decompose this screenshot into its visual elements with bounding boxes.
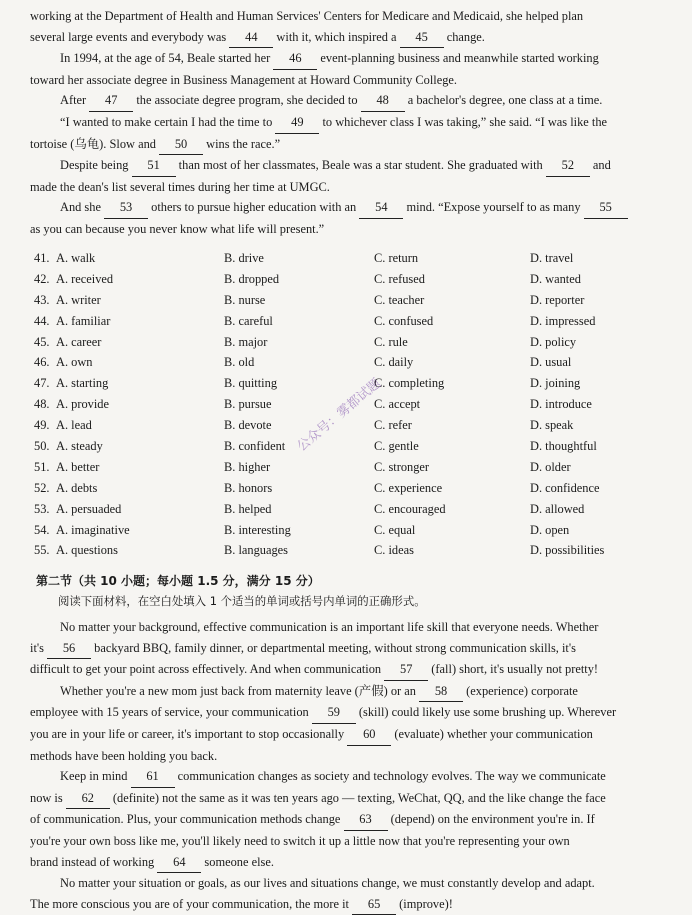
option-row xyxy=(34,523,684,544)
text-segment: communication changes as society and technology evolves. The way we communicate xyxy=(174,769,606,784)
answer-blank: 59 xyxy=(312,702,356,724)
section-heading: 第二节（共 10 小题；每小题 1.5 分，满分 15 分） xyxy=(36,574,320,588)
option-d: D. confidence xyxy=(530,480,600,495)
option-d: D. usual xyxy=(530,355,572,370)
text-segment: the associate degree program, she decided to xyxy=(133,93,361,108)
option-d: D. joining xyxy=(530,376,581,391)
option-b: B. devote xyxy=(224,418,272,433)
watermark-stamp: 公众号：雾都试题 xyxy=(294,376,384,455)
passage-line xyxy=(30,219,680,240)
text-segment: made the dean's list several times during her time at UMGC. xyxy=(30,179,330,194)
answer-blank: 52 xyxy=(546,155,590,177)
option-a: A. received xyxy=(56,271,114,286)
text-segment: with it, which inspired a xyxy=(273,29,400,44)
passage-line xyxy=(30,809,680,831)
answer-blank: 63 xyxy=(344,809,388,831)
option-d: D. thoughtful xyxy=(530,439,597,454)
option-row xyxy=(34,502,684,523)
option-a: A. career xyxy=(56,334,102,349)
passage-line xyxy=(30,831,680,852)
question-number: 47. xyxy=(34,376,50,391)
passage-line xyxy=(30,894,680,915)
text-segment: several large events and everybody was xyxy=(30,29,230,44)
option-c: C. rule xyxy=(374,334,408,349)
answer-blank: 51 xyxy=(132,155,176,177)
text-segment: of communication. Plus, your communication methods change xyxy=(30,812,344,827)
text-segment: Whether you're a new mom just back from maternity leave (产假) or an xyxy=(60,683,420,698)
text-segment: No matter your situation or goals, as our lives and situations change, we must constantly develop and adapt. xyxy=(60,876,595,891)
passage-line xyxy=(30,177,680,198)
question-number: 52. xyxy=(34,480,50,495)
option-d: D. possibilities xyxy=(530,543,605,558)
question-number: 46. xyxy=(34,355,50,370)
option-row xyxy=(34,481,684,502)
option-d: D. speak xyxy=(530,418,574,433)
question-number: 41. xyxy=(34,251,50,265)
option-row xyxy=(34,335,684,356)
option-a: A. lead xyxy=(56,418,92,433)
option-a: A. imaginative xyxy=(56,522,130,537)
passage-line xyxy=(30,788,680,810)
answer-blank: 45 xyxy=(400,27,444,49)
option-c: C. confused xyxy=(374,313,434,328)
answer-blank: 54 xyxy=(359,197,403,219)
question-number: 48. xyxy=(34,397,50,412)
text-segment: as you can because you never know what life will present.” xyxy=(30,221,325,236)
option-a: A. steady xyxy=(56,439,103,454)
option-row xyxy=(34,543,684,564)
text-segment: Keep in mind xyxy=(60,769,131,784)
passage-line xyxy=(30,70,680,91)
question-number: 43. xyxy=(34,292,50,307)
option-a: A. persuaded xyxy=(56,501,122,516)
answer-blank: 61 xyxy=(131,766,175,788)
question-number: 50. xyxy=(34,439,50,454)
option-d: D. older xyxy=(530,459,571,474)
passage-line xyxy=(30,6,680,27)
option-c: C. encouraged xyxy=(374,501,446,516)
option-b: B. major xyxy=(224,334,268,349)
text-segment: and xyxy=(589,158,611,173)
option-d: D. wanted xyxy=(530,271,581,286)
option-b: B. interesting xyxy=(224,522,291,537)
answer-blank: 57 xyxy=(384,659,428,681)
option-b: B. careful xyxy=(224,313,273,328)
option-c: C. gentle xyxy=(374,439,419,454)
option-row xyxy=(34,272,684,293)
option-d: D. introduce xyxy=(530,397,592,412)
text-segment: you are in your life or career, it's important to stop occasionally xyxy=(30,726,348,741)
option-row xyxy=(34,460,684,481)
text-segment: methods have been holding you back. xyxy=(30,748,218,763)
text-segment: employee with 15 years of service, your communication xyxy=(30,705,312,720)
option-row xyxy=(34,355,684,376)
question-number: 54. xyxy=(34,522,50,537)
answer-blank: 56 xyxy=(47,638,91,660)
option-a: A. writer xyxy=(56,292,101,307)
option-c: C. teacher xyxy=(374,292,425,307)
text-segment: And she xyxy=(60,200,105,215)
answer-blank: 48 xyxy=(361,90,405,112)
text-segment: event-planning business and meanwhile started working xyxy=(317,51,599,66)
option-d: D. impressed xyxy=(530,313,596,328)
text-segment: you're your own boss like me, you'll likely need to switch it up a little now that you're representing your own xyxy=(30,833,570,848)
option-c: C. daily xyxy=(374,355,414,370)
answer-blank: 50 xyxy=(159,134,203,156)
passage-line xyxy=(30,746,680,767)
answer-blank: 49 xyxy=(275,112,319,134)
text-segment: (fall) short, it's usually not pretty! xyxy=(428,662,599,677)
answer-blank: 44 xyxy=(229,27,273,49)
text-segment: The more conscious you are of your communication, the more it xyxy=(30,896,353,911)
text-segment: a bachelor's degree, one class at a time. xyxy=(404,93,603,108)
option-b: B. dropped xyxy=(224,271,280,286)
question-number: 51. xyxy=(34,459,50,474)
passage-line xyxy=(30,702,680,724)
option-a: A. starting xyxy=(56,376,109,391)
option-a: A. better xyxy=(56,459,100,474)
question-number: 49. xyxy=(34,418,50,433)
answer-blank: 47 xyxy=(89,90,133,112)
passage-line xyxy=(30,197,680,219)
text-segment: brand instead of working xyxy=(30,854,158,869)
text-segment: (improve)! xyxy=(396,896,453,911)
text-segment: Despite being xyxy=(60,158,132,173)
passage-line xyxy=(30,638,680,660)
passage-line xyxy=(30,112,680,134)
passage-line xyxy=(30,48,680,70)
option-c: C. refused xyxy=(374,271,425,286)
option-a: A. provide xyxy=(56,397,109,412)
question-number: 53. xyxy=(34,501,50,516)
option-b: B. honors xyxy=(224,480,273,495)
answer-blank: 46 xyxy=(273,48,317,70)
option-row xyxy=(34,439,684,460)
answer-blank: 53 xyxy=(104,197,148,219)
option-b: B. nurse xyxy=(224,292,266,307)
option-c: C. return xyxy=(374,251,419,265)
text-segment: than most of her classmates, Beale was a star student. She graduated with xyxy=(175,158,546,173)
option-b: B. languages xyxy=(224,543,289,558)
option-b: B. confident xyxy=(224,439,286,454)
passage-line xyxy=(30,681,680,703)
text-segment: mind. “Expose yourself to as many xyxy=(403,200,584,215)
option-c: C. completing xyxy=(374,376,445,391)
passage-line xyxy=(30,852,680,874)
answer-blank: 62 xyxy=(66,788,110,810)
text-segment: working at the Department of Health and Human Services' Centers for Medicare and Medicaid, she helped plan xyxy=(30,9,584,23)
option-c: C. accept xyxy=(374,397,421,412)
option-a: A. own xyxy=(56,355,93,370)
section-instruction: 阅读下面材料，在空白处填入 1 个适当的单词或括号内单词的正确形式。 xyxy=(58,594,426,608)
option-row xyxy=(34,418,684,439)
option-b: B. helped xyxy=(224,501,272,516)
option-row xyxy=(34,293,684,314)
option-c: C. ideas xyxy=(374,543,414,558)
question-number: 42. xyxy=(34,271,50,286)
cloze-passage xyxy=(30,6,680,240)
passage-line xyxy=(30,617,680,638)
text-segment: change. xyxy=(443,29,485,44)
text-segment: wins the race.” xyxy=(203,136,281,151)
text-segment: to whichever class I was taking,” she said. “I was like the xyxy=(319,114,608,129)
option-d: D. travel xyxy=(530,251,574,265)
option-b: B. quitting xyxy=(224,376,278,391)
option-a: A. walk xyxy=(56,251,96,265)
option-c: C. refer xyxy=(374,418,412,433)
text-segment: (skill) could likely use some brushing up. Wherever xyxy=(355,705,617,720)
text-segment: (experience) corporate xyxy=(463,683,578,698)
option-a: A. questions xyxy=(56,543,118,558)
text-segment: (evaluate) whether your communication xyxy=(391,726,593,741)
question-number: 55. xyxy=(34,543,50,558)
text-segment: “I wanted to make certain I had the time to xyxy=(60,114,276,129)
text-segment: After xyxy=(60,93,90,108)
text-segment: tortoise (乌龟). Slow and xyxy=(30,136,160,151)
question-number: 45. xyxy=(34,334,50,349)
answer-blank: 60 xyxy=(347,724,391,746)
passage-line xyxy=(30,659,680,681)
option-c: C. equal xyxy=(374,522,416,537)
question-number: 44. xyxy=(34,313,50,328)
option-row xyxy=(34,251,684,272)
option-a: A. familiar xyxy=(56,313,111,328)
passage-line xyxy=(30,724,680,746)
passage-line xyxy=(30,134,680,156)
text-segment: it's xyxy=(30,640,48,655)
text-segment: (definite) not the same as it was ten years ago — texting, WeChat, QQ, and the like change the face xyxy=(109,790,606,805)
option-c: C. experience xyxy=(374,480,443,495)
text-segment: No matter your background, effective communication is an important life skill that everyone needs. Whether xyxy=(60,620,599,634)
answer-blank: 58 xyxy=(419,681,463,703)
passage-line xyxy=(30,155,680,177)
option-b: B. drive xyxy=(224,251,264,265)
answer-blank: 65 xyxy=(352,894,396,915)
answer-blank: 55 xyxy=(584,197,628,219)
text-segment: toward her associate degree in Business Management at Howard Community College. xyxy=(30,72,458,87)
option-a: A. debts xyxy=(56,480,98,495)
option-d: D. open xyxy=(530,522,570,537)
text-segment: now is xyxy=(30,790,66,805)
option-row xyxy=(34,314,684,335)
text-segment: someone else. xyxy=(201,854,274,869)
text-segment: others to pursue higher education with an xyxy=(148,200,360,215)
text-segment: (depend) on the environment you're in. If xyxy=(387,812,595,827)
text-segment: In 1994, at the age of 54, Beale started her xyxy=(60,51,274,66)
option-b: B. higher xyxy=(224,459,271,474)
option-d: D. reporter xyxy=(530,292,585,307)
grammar-fill-passage xyxy=(30,617,680,915)
passage-line xyxy=(30,27,680,49)
option-b: B. old xyxy=(224,355,255,370)
passage-line xyxy=(30,766,680,788)
text-segment: difficult to get your point across effectively. And when communication xyxy=(30,662,385,677)
option-c: C. stronger xyxy=(374,459,430,474)
text-segment: backyard BBQ, family dinner, or departmental meeting, without strong communication skills, it's xyxy=(91,640,576,655)
passage-line xyxy=(30,90,680,112)
option-d: D. allowed xyxy=(530,501,585,516)
answer-blank: 64 xyxy=(157,852,201,874)
option-d: D. policy xyxy=(530,334,577,349)
passage-line xyxy=(30,873,680,894)
option-b: B. pursue xyxy=(224,397,272,412)
